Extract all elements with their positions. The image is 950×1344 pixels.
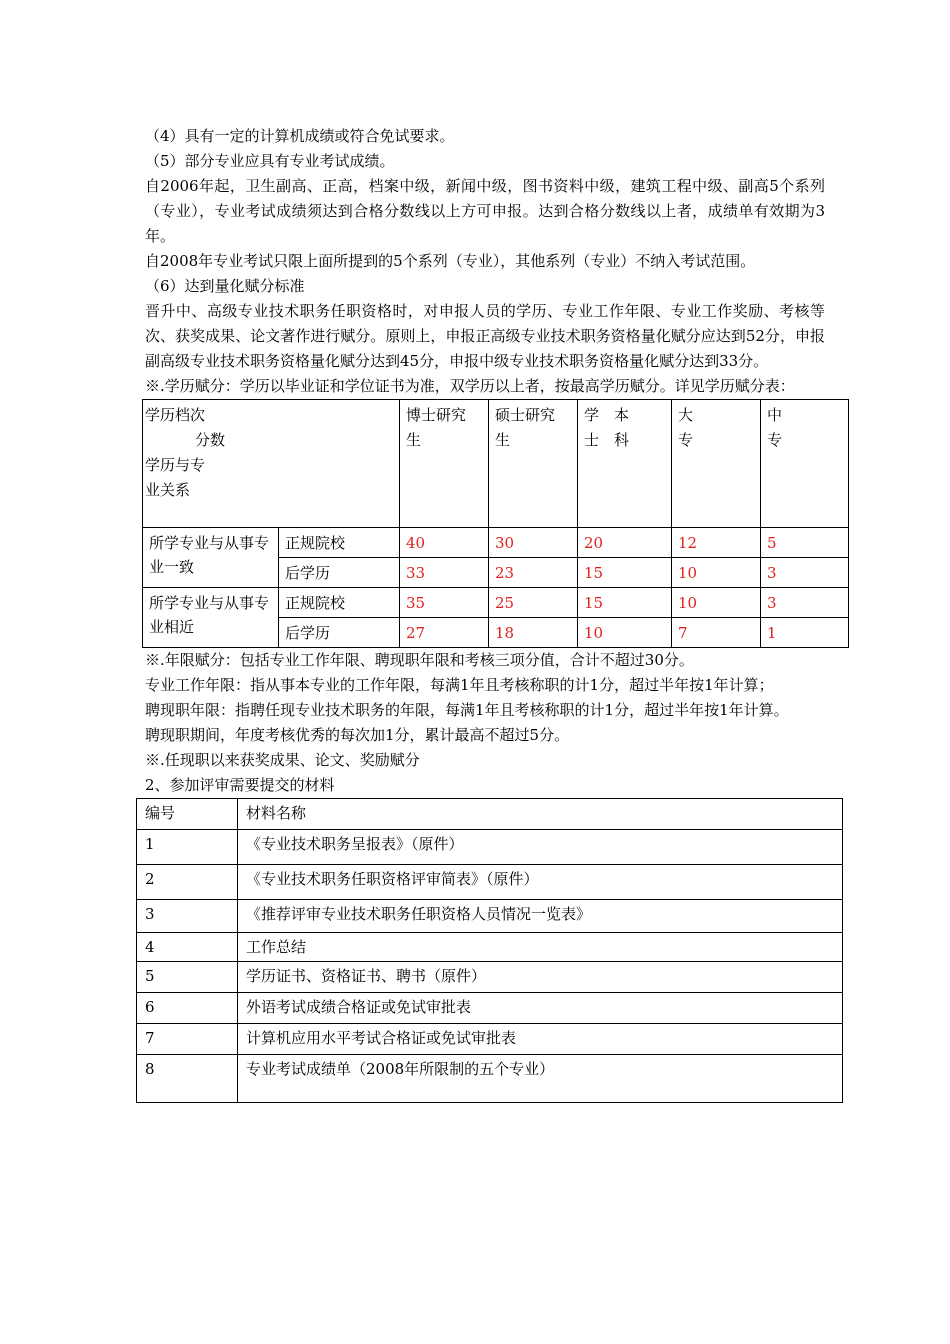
paragraph-exam-requirement: （5）部分专业应具有专业考试成绩。 (145, 152, 395, 170)
column-header-text: 生 (406, 431, 422, 449)
score-cell: 30 (489, 528, 578, 558)
diagonal-header-cell (143, 400, 400, 528)
header-education-level: 学历档次 (145, 406, 206, 424)
score-cell: 10 (672, 558, 761, 588)
column-header-text: 生 (495, 431, 511, 449)
paragraph-current-post-years: 聘现职年限：指聘任现专业技术职务的年限，每满1年且考核称职的计1分，超过半年按1年计算。 (145, 701, 789, 719)
score-cell: 10 (672, 588, 761, 618)
score-cell: 33 (400, 558, 489, 588)
table-row (137, 900, 843, 933)
document-page (145, 124, 825, 1103)
column-header-text: 士 科 (584, 431, 630, 449)
score-cell: 20 (578, 528, 672, 558)
score-cell: 12 (672, 528, 761, 558)
relation-consistent-cell: 所学专业与从事专业一致 (143, 528, 279, 588)
header-score: 分数 (195, 431, 226, 449)
paragraph-work-years: 专业工作年限：指从事本专业的工作年限，每满1年且考核称职的计1分，超过半年按1年计算； (145, 676, 774, 694)
paragraph-annual-assessment: 聘现职期间，年度考核优秀的每次加1分，累计最高不超过5分。 (145, 726, 570, 744)
score-cell: 23 (489, 558, 578, 588)
material-name: 学历证书、资格证书、聘书（原件） (238, 962, 843, 993)
material-name: 工作总结 (238, 933, 843, 962)
header-number: 编号 (137, 799, 238, 830)
material-name: 专业考试成绩单（2008年所限制的五个专业） (238, 1055, 843, 1103)
table-row (137, 865, 843, 900)
education-type-cell: 正规院校 (279, 528, 400, 558)
material-number: 5 (137, 962, 238, 993)
score-cell: 10 (578, 618, 672, 648)
table-row (137, 1055, 843, 1103)
score-cell: 5 (761, 528, 849, 558)
table-row (137, 1024, 843, 1055)
column-header-text: 学 本 (584, 406, 630, 424)
column-header-technical-secondary (761, 400, 849, 528)
material-name: 《专业技术职务任职资格评审简表》（原件） (238, 865, 843, 900)
column-header-college (672, 400, 761, 528)
paragraph-years-scoring: ※.年限赋分：包括专业工作年限、聘现职年限和考核三项分值，合计不超过30分。 (145, 651, 694, 669)
material-number: 7 (137, 1024, 238, 1055)
material-number: 3 (137, 900, 238, 933)
score-cell: 15 (578, 588, 672, 618)
paragraph-education-scoring: ※.学历赋分：学历以毕业证和学位证书为准，双学历以上者，按最高学历赋分。详见学历赋分表： (145, 377, 795, 395)
table-header-row (143, 400, 849, 528)
material-number: 6 (137, 993, 238, 1024)
column-header-text: 硕士研究 (495, 406, 556, 424)
score-cell: 18 (489, 618, 578, 648)
column-header-master (489, 400, 578, 528)
materials-header-row (137, 799, 843, 830)
materials-table (136, 798, 843, 1103)
score-cell: 3 (761, 558, 849, 588)
column-header-text: 中 (767, 406, 783, 424)
score-cell: 25 (489, 588, 578, 618)
education-score-table (142, 399, 849, 648)
material-name: 《推荐评审专业技术职务任职资格人员情况一览表》 (238, 900, 843, 933)
column-header-text: 大 (678, 406, 694, 424)
paragraph-computer-requirement: （4）具有一定的计算机成绩或符合免试要求。 (145, 127, 455, 145)
column-header-doctor (400, 400, 489, 528)
table-row (137, 962, 843, 993)
header-relation-part2: 业关系 (145, 481, 191, 499)
material-number: 1 (137, 830, 238, 865)
column-header-bachelor (578, 400, 672, 528)
paragraph-2006-rule: 自2006年起，卫生副高、正高，档案中级，新闻中级，图书资料中级，建筑工程中级、副高5个系列（专业），专业考试成绩须达到合格分数线以上方可申报。达到合格分数线以上者，成绩单有效期为3年。 (145, 177, 825, 245)
score-cell: 35 (400, 588, 489, 618)
relation-similar-cell: 所学专业与从事专业相近 (143, 588, 279, 648)
header-relation-part1: 学历与专 (145, 456, 206, 474)
table-row (143, 528, 849, 558)
paragraph-2008-rule: 自2008年专业考试只限上面所提到的5个系列（专业），其他系列（专业）不纳入考试范围。 (145, 252, 756, 270)
material-name: 计算机应用水平考试合格证或免试审批表 (238, 1024, 843, 1055)
header-material-name: 材料名称 (238, 799, 843, 830)
material-name: 《专业技术职务呈报表》（原件） (238, 830, 843, 865)
column-header-text: 专 (678, 431, 694, 449)
score-cell: 3 (761, 588, 849, 618)
material-number: 8 (137, 1055, 238, 1103)
column-header-text: 博士研究 (406, 406, 467, 424)
score-cell: 27 (400, 618, 489, 648)
score-cell: 40 (400, 528, 489, 558)
table-row (137, 993, 843, 1024)
material-name: 外语考试成绩合格证或免试审批表 (238, 993, 843, 1024)
paragraph-awards-scoring: ※.任现职以来获奖成果、论文、奖励赋分 (145, 751, 420, 769)
column-header-text: 专 (767, 431, 783, 449)
paragraph-quantified-standard-heading: （6）达到量化赋分标准 (145, 277, 305, 295)
score-cell: 7 (672, 618, 761, 648)
education-type-cell: 后学历 (279, 558, 400, 588)
paragraph-quantified-standard: 晋升中、高级专业技术职务任职资格时，对申报人员的学历、专业工作年限、专业工作奖励、考核等次、获奖成果、论文著作进行赋分。原则上，申报正高级专业技术职务资格量化赋分应达到52分，申报副高级专业技术职务资格量化赋分达到45分，申报中级专业技术职务资格量化赋分达到33分。 (145, 302, 825, 370)
table-row (137, 830, 843, 865)
section-heading-materials: 2、参加评审需要提交的材料 (145, 776, 335, 794)
education-type-cell: 正规院校 (279, 588, 400, 618)
table-row (143, 588, 849, 618)
score-cell: 1 (761, 618, 849, 648)
score-cell: 15 (578, 558, 672, 588)
material-number: 2 (137, 865, 238, 900)
table-row (137, 933, 843, 962)
material-number: 4 (137, 933, 238, 962)
education-type-cell: 后学历 (279, 618, 400, 648)
